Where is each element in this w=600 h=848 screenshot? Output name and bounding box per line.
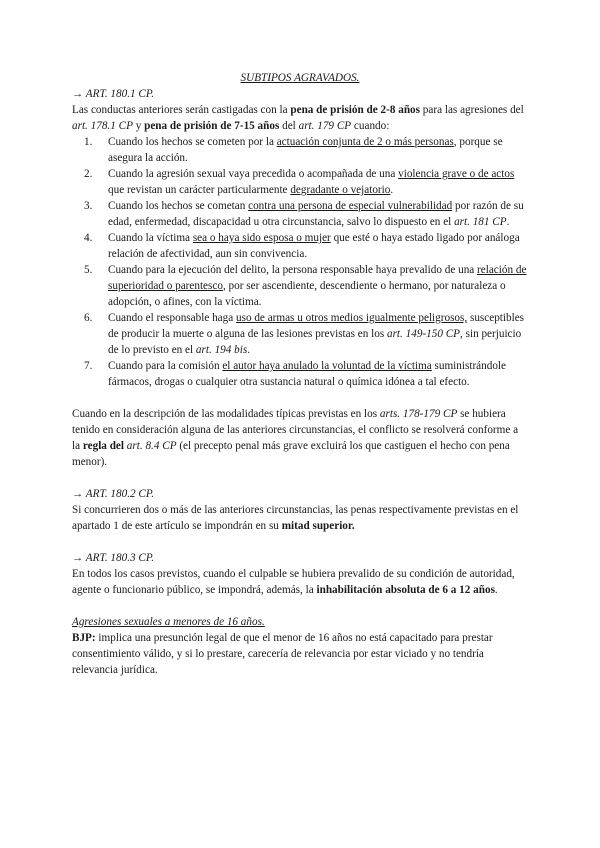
bjp-paragraph: BJP: implica una presunción legal de que el menor de 16 años no está capacitado para prestar consentimiento válido, y si lo prestare, carecería de relevancia por estar viciado y no tendría relevancia jurídica. [72,632,493,676]
conflict-paragraph: Cuando en la descripción de las modalidades típicas previstas en los arts. 178-179 CP se hubiera tenido en consideración alguna de las anteriores circunstancias, el conflicto se resolverá conforme a la regla del art. 8.4 CP (el precepto penal más grave excluirá los que castiguen el hecho con pena menor). [72,408,519,468]
section-180-2-paragraph: Si concurrieren dos o más de las anteriores circunstancias, las penas respectivamente previstas en el apartado 1 de este artículo se impondrán en su mitad superior. [72,504,519,532]
intro-paragraph: Las conductas anteriores serán castigadas con la pena de prisión de 2-8 años para las agresiones del art. 178.1 CP y pena de prisión de 7-15 años del art. 179 CP cuando: [72,104,524,132]
list-item: 5. Cuando para la ejecución del delito, la persona responsable haya prevalido de una relación de superioridad o parentesco, por ser ascendiente, descendiente o hermano, por naturaleza o adopción, o afines, con la víctima. [84,264,527,308]
section-heading-menores: Agresiones sexuales a menores de 16 años. [72,616,265,628]
page-title: SUBTIPOS AGRAVADOS. [240,72,360,84]
section-heading-180-3: → ART. 180.3 CP. [72,552,155,564]
list-item: 7. Cuando para la comisión el autor haya anulado la voluntad de la víctima suministrándole fármacos, drogas o cualquier otra sustancia natural o química idónea a tal efecto. [84,360,506,388]
circumstances-list [72,134,528,390]
section-heading-180-1: → ART. 180.1 CP. [72,88,155,100]
section-heading-180-2: → ART. 180.2 CP. [72,488,155,500]
document-page [72,70,528,678]
section-180-3-paragraph: En todos los casos previstos, cuando el culpable se hubiera prevalido de su condición de autoridad, agente o funcionario público, se impondrá, además, la inhabilitación absoluta de 6 a 12 años. [72,568,515,596]
list-item: 6. Cuando el responsable haga uso de armas u otros medios igualmente peligrosos, susceptibles de producir la muerte o alguna de las lesiones previstas en los art. 149-150 CP, sin perjuicio de lo previsto en el art. 194 bis. [84,312,525,356]
list-item: 2. Cuando la agresión sexual vaya precedida o acompañada de una violencia grave o de actos que revistan un carácter particularmente degradante o vejatorio. [84,168,515,196]
list-item: 4. Cuando la víctima sea o haya sido esposa o mujer que esté o haya estado ligado por análoga relación de afectividad, aun sin convivencia. [84,232,520,260]
list-item: 3. Cuando los hechos se cometan contra una persona de especial vulnerabilidad por razón de su edad, enfermedad, discapacidad u otra circunstancia, salvo lo dispuesto en el art. 181 CP. [84,200,524,228]
list-item: 1. Cuando los hechos se cometen por la actuación conjunta de 2 o más personas, porque se asegura la acción. [84,136,503,164]
